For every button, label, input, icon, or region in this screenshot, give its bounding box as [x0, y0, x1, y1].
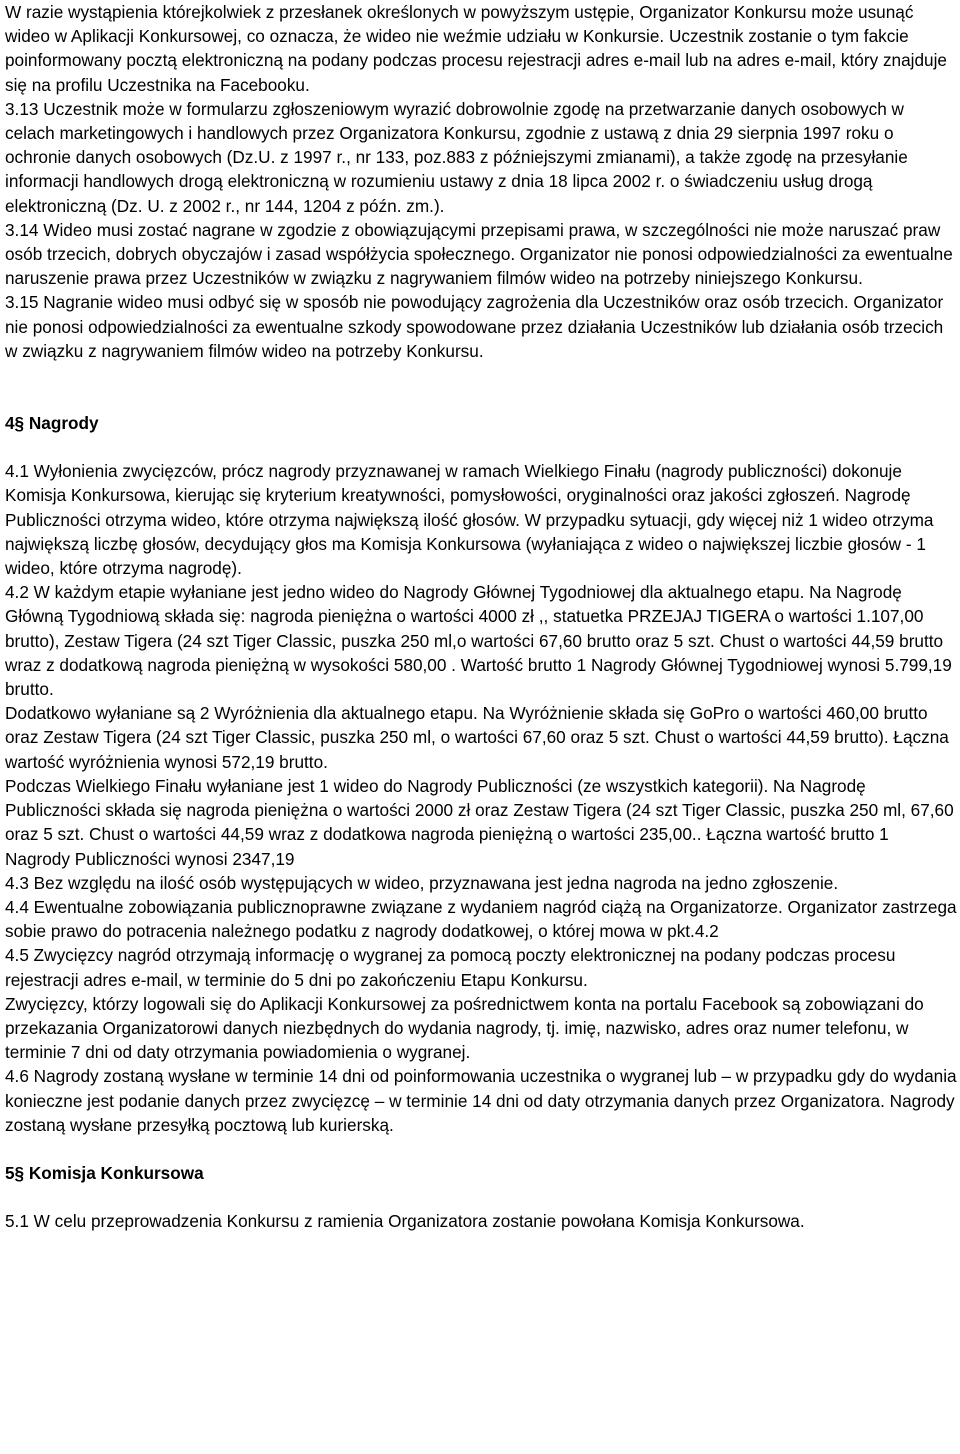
paragraph-3-15: 3.15 Nagranie wideo musi odbyć się w sposób nie powodujący zagrożenia dla Uczestników oraz osób trzecich. Organizator nie ponosi odpowiedzialności za ewentualne szkody spowodowane przez działania Uczestników lub działania osób trzecich w związku z nagrywaniem filmów wideo na potrzeby Konkursu. — [5, 292, 944, 361]
paragraph-video-removal: W razie wystąpienia którejkolwiek z przesłanek określonych w powyższym ustępie, Organizator Konkursu może usunąć wideo w Aplikacji Konkursowej, co oznacza, że wideo nie weźmie udziału w Konkursie. Uczestnik zostanie o tym fakcie poinformowany pocztą elektroniczną na podany podczas procesu rejestracji adres e-mail lub na adres e-mail, który znajduje się na profilu Uczestnika na Facebooku. — [5, 2, 947, 95]
paragraph-4-4: 4.4 Ewentualne zobowiązania publicznoprawne związane z wydaniem nagród ciążą na Organizatorze. Organizator zastrzega sobie prawo do potracenia należnego podatku z nagrody dodatkowej, o której mowa w pkt.4.2 — [5, 896, 957, 942]
paragraph-4-2: 4.2 W każdym etapie wyłaniane jest jedno wideo do Nagrody Głównej Tygodniowej dla aktualnego etapu. Na Nagrodę Główną Tygodniową składa się: nagroda pieniężna o wartości 4000 zł ,, statuetka PRZEJAJ TIGERA o wartości 1.107,00 brutto), Zestaw Tigera (24 szt Tiger Classic, puszka 250 ml,o wartości 67,60 brutto oraz 5 szt. Chust o wartości 44,59 brutto wraz z dodatkową nagroda pieniężną w wysokości 580,00 . Wartość brutto 1 Nagrody Głównej Tygodniowej wynosi 5.799,19 brutto. — [5, 582, 952, 700]
spacer — [5, 363, 957, 411]
document-page — [5, 0, 957, 1233]
paragraph-4-5: 4.5 Zwycięzcy nagród otrzymają informację o wygranej za pomocą poczty elektronicznej na podany podczas procesu rejestracji adres e-mail, w terminie do 5 dni po zakończeniu Etapu Konkursu. — [5, 945, 896, 990]
spacer — [5, 435, 957, 459]
paragraph-4-2-final: Podczas Wielkiego Finału wyłaniane jest 1 wideo do Nagrody Publiczności (ze wszystkich kategorii). Na Nagrodę Publiczności składa się nagroda pieniężna o wartości 2000 zł oraz Zestaw Tigera (24 szt Tiger Classic, puszka 250 ml, 67,60 oraz 5 szt. Chust o wartości 44,59 wraz z dodatkowa nagroda pieniężną o wartości 235,00.. Łączna wartość brutto 1 Nagrody Publiczności wynosi 2347,19 — [5, 775, 954, 869]
paragraph-3-13: 3.13 Uczestnik może w formularzu zgłoszeniowym wyrazić dobrowolnie zgodę na przetwarzanie danych osobowych w celach marketingowych i handlowych przez Organizatora Konkursu, zgodnie z ustawą z dnia 29 sierpnia 1997 roku o ochronie danych osobowych (Dz.U. z 1997 r., nr 133, poz.883 z późniejszymi zmianami), a także zgodę na przesyłanie informacji handlowych drogą elektroniczną w rozumieniu ustawy z dnia 18 lipca 2002 r. o świadczeniu usług drogą elektroniczną (Dz. U. z 2002 r., nr 144, 1204 z późn. zm.). — [5, 98, 908, 216]
paragraph-4-3: 4.3 Bez względu na ilość osób występujących w wideo, przyznawana jest jedna nagroda na jedno zgłoszenie. — [5, 872, 839, 893]
paragraph-4-1: 4.1 Wyłonienia zwycięzców, prócz nagrody przyznawanej w ramach Wielkiego Finału (nagrody publiczności) dokonuje Komisja Konkursowa, kierując się kryterium kreatywności, pomysłowości, oryginalności oraz jakości zgłoszeń. Nagrodę Publiczności otrzyma wideo, które otrzyma największą ilość głosów. W przypadku sytuacji, gdy więcej niż 1 wideo otrzyma największą liczbę głosów, decydujący głos ma Komisja Konkursowa (wyłaniająca z wideo o największej liczbie głosów - 1 wideo, które otrzyma nagrodę). — [5, 461, 934, 579]
paragraph-4-6: 4.6 Nagrody zostaną wysłane w terminie 14 dni od poinformowania uczestnika o wygranej lub – w przypadku gdy do wydania konieczne jest podanie danych przez zwycięzcę – w terminie 14 dni od daty otrzymania danych przez Organizatora. Nagrody zostaną wysłane przesyłką pocztową lub kurierską. — [5, 1066, 957, 1135]
spacer — [5, 1185, 957, 1209]
paragraph-4-2-distinctions: Dodatkowo wyłaniane są 2 Wyróżnienia dla aktualnego etapu. Na Wyróżnienie składa się GoPro o wartości 460,00 brutto oraz Zestaw Tigera (24 szt Tiger Classic, puszka 250 ml, o wartości 67,60 oraz 5 szt. Chust o wartości 44,59 brutto). Łączna wartość wyróżnienia wynosi 572,19 brutto. — [5, 703, 949, 772]
paragraph-3-14: 3.14 Wideo musi zostać nagrane w zgodzie z obowiązującymi przepisami prawa, w szczególności nie może naruszać praw osób trzecich, dobrych obyczajów i zasad współżycia społecznego. Organizator nie ponosi odpowiedzialności za ewentualne naruszenie prawa przez Uczestników w związku z nagrywaniem filmów wideo na potrzeby niniejszego Konkursu. — [5, 219, 953, 289]
paragraph-5-1: 5.1 W celu przeprowadzenia Konkursu z ramienia Organizatora zostanie powołana Komisja Konkursowa. — [5, 1211, 805, 1232]
paragraph-4-5-winners: Zwycięzcy, którzy logowali się do Aplikacji Konkursowej za pośrednictwem konta na portalu Facebook są zobowiązani do przekazania Organizatorowi danych niezbędnych do wydania nagrody, tj. imię, nazwisko, adres oraz numer telefonu, w terminie 7 dni od daty otrzymania powiadomienia o wygranej. — [5, 993, 924, 1063]
spacer — [5, 1137, 957, 1161]
section-heading-komisja: 5§ Komisja Konkursowa — [5, 1162, 204, 1183]
section-heading-nagrody: 4§ Nagrody — [5, 413, 99, 434]
